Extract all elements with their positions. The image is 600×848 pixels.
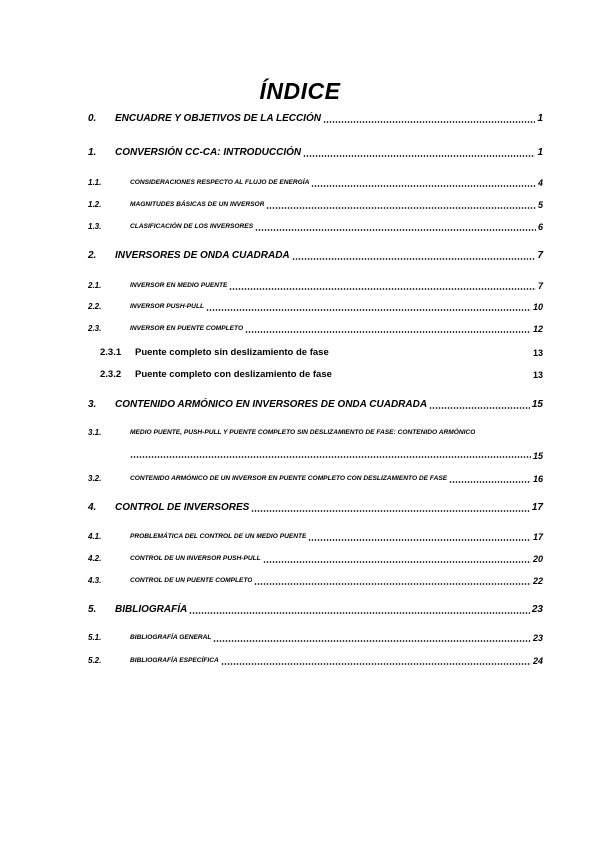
toc-page: 23 (532, 633, 543, 643)
toc-text: INVERSOR EN MEDIO PUENTE (130, 282, 228, 289)
toc-number: 4.1. (88, 532, 102, 541)
toc-text: INVERSOR EN PUENTE COMPLETO (130, 325, 244, 332)
toc-entry[interactable] (88, 198, 543, 212)
toc-text: BIBLIOGRAFÍA GENERAL (130, 634, 212, 641)
toc-text: CONTROL DE UN PUENTE COMPLETO (130, 577, 253, 584)
leader-dots (213, 640, 531, 642)
toc-page: 5 (537, 200, 543, 210)
toc-number: 1.2. (88, 200, 102, 209)
leader-dots (429, 407, 530, 409)
toc-number: 3.1. (88, 428, 102, 437)
toc-page: 7 (537, 281, 543, 291)
toc-entry-continuation[interactable] (130, 447, 543, 461)
toc-text: CLASIFICACIÓN DE LOS INVERSORES (130, 223, 254, 230)
leader-dots (251, 510, 530, 512)
toc-entry[interactable] (88, 654, 543, 668)
toc-entry[interactable] (88, 220, 543, 234)
leader-dots (221, 663, 531, 665)
leader-dots (206, 309, 531, 311)
toc-entry[interactable] (88, 530, 543, 544)
toc-entry[interactable] (88, 398, 543, 412)
toc-entry[interactable] (88, 603, 543, 617)
toc-entry[interactable] (100, 368, 543, 382)
toc-page: 15 (532, 451, 543, 461)
toc-text: PROBLEMÁTICA DEL CONTROL DE UN MEDIO PUENTE (130, 533, 307, 540)
toc-text: INVERSORES DE ONDA CUADRADA (115, 250, 290, 261)
toc-number: 0. (88, 113, 97, 124)
leader-dots (303, 155, 535, 157)
toc-page: 13 (532, 348, 543, 358)
toc-page: 1 (537, 147, 543, 158)
toc-number: 4.2. (88, 554, 102, 563)
toc-number: 2.2. (88, 302, 102, 311)
toc-entry[interactable] (88, 112, 543, 126)
toc-entry[interactable] (88, 574, 543, 588)
toc-number: 2.3. (88, 324, 102, 333)
leader-dots (255, 229, 536, 231)
toc-page: 17 (532, 532, 543, 542)
toc-page: 4 (537, 178, 543, 188)
leader-dots (229, 288, 536, 290)
toc-text: Puente completo con deslizamiento de fase (135, 369, 332, 380)
toc-number: 3.2. (88, 474, 102, 483)
toc-entry[interactable] (88, 426, 543, 440)
toc-page: 17 (531, 502, 543, 513)
toc-entry[interactable] (88, 631, 543, 645)
toc-text: CONTROL DE INVERSORES (115, 502, 250, 513)
toc-number: 1.1. (88, 178, 102, 187)
leader-dots (266, 207, 536, 209)
toc-text: CONTENIDO ARMÓNICO EN INVERSORES DE ONDA CUADRADA (115, 399, 428, 410)
toc-text: CONTENIDO ARMÓNICO DE UN INVERSOR EN PUENTE COMPLETO CON DESLIZAMIENTO DE FASE (130, 475, 448, 482)
toc-number: 1.3. (88, 222, 102, 231)
leader-dots (130, 456, 531, 458)
toc-number: 5.1. (88, 633, 102, 642)
toc-page: 13 (532, 370, 543, 380)
toc-text: MAGNITUDES BÁSICAS DE UN INVERSOR (130, 201, 265, 208)
toc-number: 2.3.2 (100, 369, 122, 380)
toc-number: 3. (88, 399, 97, 410)
toc-number: 1. (88, 147, 97, 158)
toc-entry[interactable] (88, 552, 543, 566)
toc-page: 20 (532, 554, 543, 564)
toc-text: ENCUADRE Y OBJETIVOS DE LA LECCIÓN (115, 113, 321, 124)
toc-text: Puente completo sin deslizamiento de fase (135, 347, 329, 358)
leader-dots (245, 331, 531, 333)
toc-number: 2.1. (88, 281, 102, 290)
leader-dots (308, 539, 531, 541)
toc-number: 5.2. (88, 656, 102, 665)
toc-number: 2.3.1 (100, 347, 122, 358)
toc-page: 24 (532, 656, 543, 666)
toc-text: BIBLIOGRAFÍA (115, 604, 188, 615)
leader-dots (311, 185, 536, 187)
toc-text: BIBLIOGRAFÍA ESPECÍFICA (130, 657, 219, 664)
leader-dots (189, 612, 530, 614)
toc-text: CONVERSIÓN CC-CA: INTRODUCCIÓN (115, 147, 302, 158)
toc-number: 4.3. (88, 576, 102, 585)
leader-dots (292, 258, 536, 260)
toc-page: 12 (532, 324, 543, 334)
toc-page: 22 (532, 576, 543, 586)
toc-entry[interactable] (100, 346, 543, 360)
toc-number: 5. (88, 604, 97, 615)
toc-page: 16 (532, 474, 543, 484)
toc-entry[interactable] (88, 322, 543, 336)
toc-page: 10 (532, 302, 543, 312)
leader-dots (254, 583, 531, 585)
toc-number: 4. (88, 502, 97, 513)
toc-entry[interactable] (88, 300, 543, 314)
toc-page: 15 (531, 399, 543, 410)
toc-entry[interactable] (88, 146, 543, 160)
toc-entry[interactable] (88, 501, 543, 515)
toc-page: 23 (531, 604, 543, 615)
toc-text: INVERSOR PUSH-PULL (130, 303, 205, 310)
toc-entry[interactable] (88, 279, 543, 293)
leader-dots (323, 121, 535, 123)
page-title: ÍNDICE (259, 78, 341, 104)
toc-page: 1 (537, 113, 543, 124)
toc-entry[interactable] (88, 472, 543, 486)
leader-dots (449, 481, 531, 483)
toc-text: MEDIO PUENTE, PUSH-PULL Y PUENTE COMPLETO SIN DESLIZAMIENTO DE FASE: CONTENIDO ARMÓNICO (130, 429, 476, 436)
toc-text: CONSIDERACIONES RESPECTO AL FLUJO DE ENERGÍA (130, 179, 310, 186)
toc-entry[interactable] (88, 249, 543, 263)
toc-entry[interactable] (88, 176, 543, 190)
toc-page: 7 (537, 250, 543, 261)
toc-text: CONTROL DE UN INVERSOR PUSH-PULL (130, 555, 261, 562)
toc-page: 6 (537, 222, 543, 232)
toc-number: 2. (88, 250, 97, 261)
leader-dots (263, 561, 531, 563)
